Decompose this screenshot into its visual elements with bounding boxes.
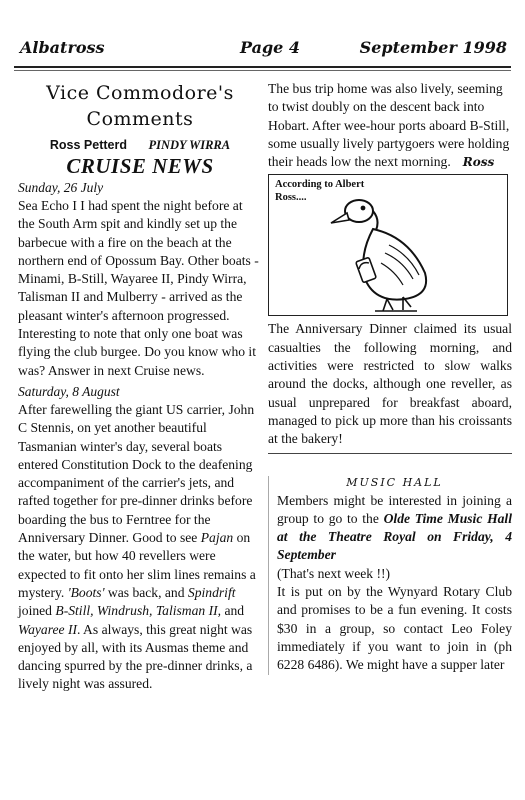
signature: Ross (462, 155, 495, 170)
music-hall-details: It is put on by the Wynyard Rotary Club and promises to be a fun evening. It costs $30 in a group, so contact Leo Foley immediately if you want to join in (ph 6228 6486). We might have a supper later (277, 584, 512, 673)
paragraph-saturday: After farewelling the giant US carrier, John C Stennis, on yet another beautiful Tasmanian winter's day, several boats entered Constitution Dock to the deafening accompaniment of the carrier's jets, and rafted together for pre-dinner drinks before boarding the bus to Ferntree for the Anniversary Dinner. Good to see Pajan on the water, but how 40 revellers were expected to fit onto her slim lines remains a mystery. 'Boots' was back, and Spindrift joined B-Still, Windrush, Talisman II, and Wayaree II. As always, this great night was enjoyed by all, with its Ausmas theme and dancing spurred by the pre-dinner drinks, a lively night was assured. (18, 401, 256, 692)
music-hall-note: (That's next week !!) (277, 565, 391, 581)
paragraph-sunday: Sea Echo I I had spent the night before at the South Arm spit and kindly set up the barbecue with a fire on the beach at the northern end of Opossum Bay. Other boats - Minami, B-Still, Wayaree II, Pindy Wirra, Talisman II and Mulberry - arrived as the pleasant winter's afternoon progressed. Interesting to note that only one boat was flying the club burgee. Do you know who it was? Answer in next Cruise news. (18, 198, 259, 378)
music-hall-title: MUSIC HALL (346, 475, 443, 489)
event-name: Olde Time Music Hall at the Theatre Royal on Friday, 4 September (277, 510, 512, 563)
header-rule (14, 66, 511, 68)
section-title: Vice Commodore's Comments (46, 82, 234, 130)
issue-date: September 1998 (359, 38, 507, 57)
right-column (268, 80, 512, 675)
boat-name: PINDY WIRRA (148, 138, 231, 152)
albert-ross-cartoon (268, 174, 508, 316)
newsletter-name: Albatross (20, 38, 105, 57)
byline (18, 138, 262, 153)
albatross-drawing-icon (329, 189, 449, 315)
date-sunday: Sunday, 26 July (18, 180, 104, 195)
page-number: Page 4 (240, 38, 301, 57)
music-hall-intro: Members might be interested in joining a group to go to the Olde Time Music Hall at the Theatre Royal on Friday, 4 September (277, 492, 512, 563)
cruise-news-heading: CRUISE NEWS (66, 154, 214, 178)
cartoon-caption: According to Albert Ross.... (275, 179, 365, 204)
music-hall-notice (268, 476, 512, 675)
left-column (18, 80, 262, 694)
paragraph-bus-trip: The bus trip home was also lively, seeming to twist doubly on the descent back into Hobart. After wee-hour ports aboard B-Still, some usually lively partygoers were holding their heads low the next morning. Ross (268, 81, 510, 170)
date-saturday: Saturday, 8 August (18, 383, 120, 399)
paragraph-anniversary: The Anniversary Dinner claimed its usual casualties the following morning, and activities were restricted to slow walks around the docks, although one reveller, as usual unprepared for breakfast aboard, managed to pick up more than his croissants at the bakery! (268, 321, 512, 447)
page-header (14, 38, 511, 62)
header-rule-thin (14, 70, 511, 71)
author-name: Ross Petterd (49, 138, 127, 152)
column-separator (268, 453, 512, 454)
